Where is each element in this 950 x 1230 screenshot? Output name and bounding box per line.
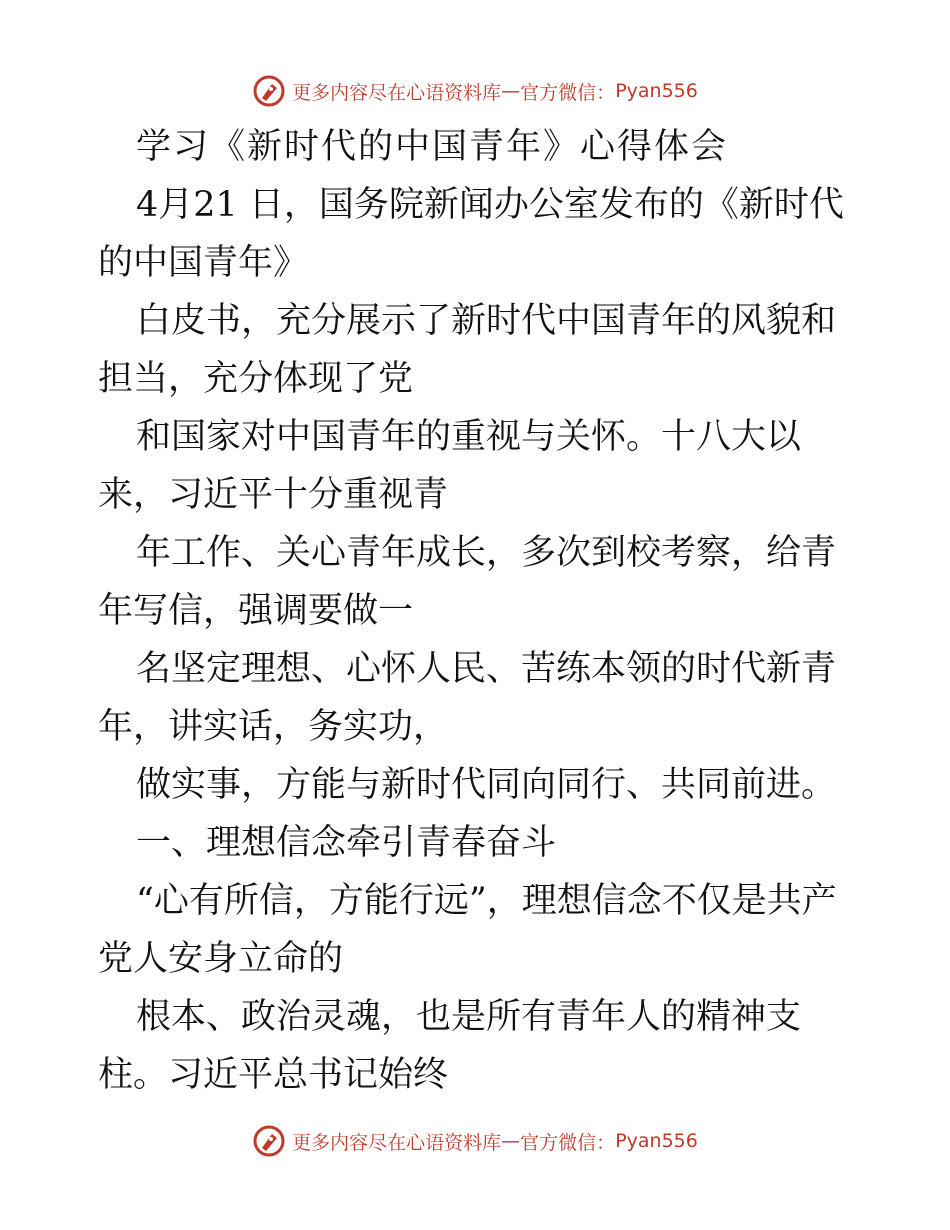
paragraph: 白皮书，充分展示了新时代中国青年的风貌和担当，充分体现了党 xyxy=(98,301,837,399)
pen-nib-circle-icon xyxy=(252,1124,286,1158)
watermark-brand: 更多内容尽在心语资料库 xyxy=(292,1131,502,1154)
document-title: 学习《新时代的中国青年》心得体会 xyxy=(136,127,729,167)
paragraph: 和国家对中国青年的重视与关怀。十八大以来，习近平十分重视青 xyxy=(98,417,802,515)
paragraph: 做实事，方能与新时代同向同行、共同前进。 xyxy=(136,765,837,805)
pen-nib-circle-icon xyxy=(252,74,286,108)
paragraph: “心有所信，方能行远”，理想信念不仅是共产党人安身立命的 xyxy=(98,881,837,979)
footer-watermark xyxy=(0,1121,950,1161)
paragraph: 名坚定理想、心怀人民、苦练本领的时代新青年，讲实话，务实功， xyxy=(98,649,837,747)
paragraph: 根本、政治灵魂，也是所有青年人的精神支柱。习近平总书记始终 xyxy=(98,997,802,1095)
watermark-official: 官方微信： xyxy=(520,1131,616,1154)
watermark-account: Pyan556 xyxy=(615,80,698,102)
watermark-brand: 更多内容尽在心语资料库 xyxy=(292,81,502,104)
paragraph: 4月21 日，国务院新闻办公室发布的《新时代的中国青年》 xyxy=(98,185,844,283)
watermark-account: Pyan556 xyxy=(615,1130,698,1152)
watermark-separator: — xyxy=(501,80,521,102)
watermark-separator: — xyxy=(501,1130,521,1152)
watermark-official: 官方微信： xyxy=(520,81,616,104)
paragraph: 年工作、关心青年成长，多次到校考察，给青年写信，强调要做一 xyxy=(98,533,837,631)
section-heading: 一、理想信念牵引青春奋斗 xyxy=(136,823,557,863)
document-body xyxy=(98,118,858,1104)
header-watermark xyxy=(0,71,950,111)
